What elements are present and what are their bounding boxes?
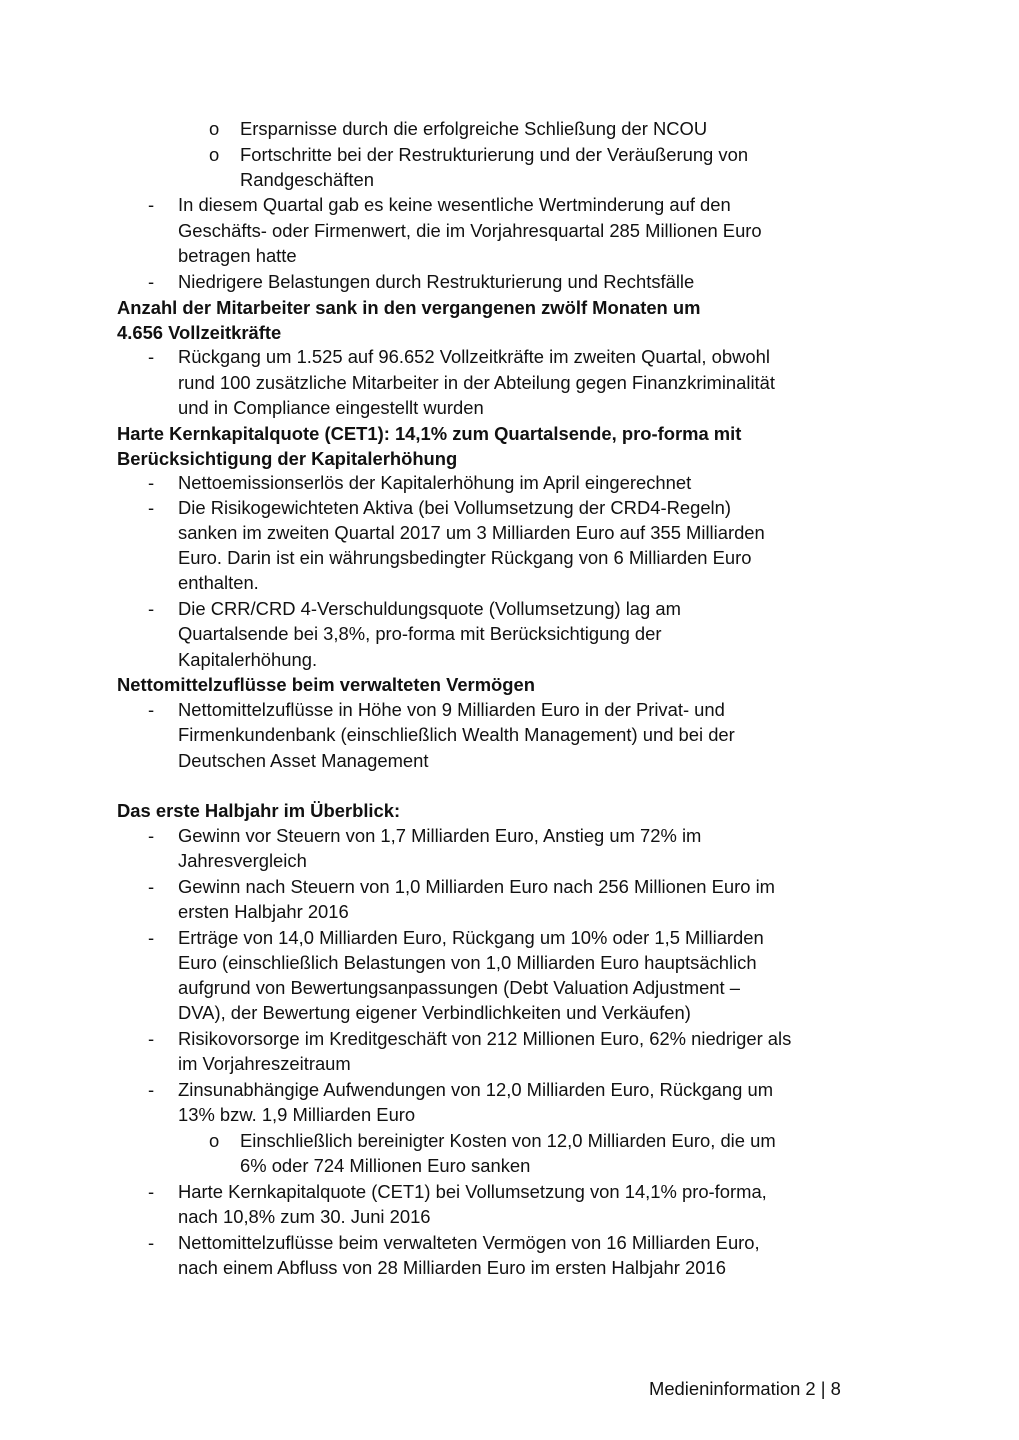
list-item-continuation: Quartalsende bei 3,8%, pro-forma mit Berücksichtigung der bbox=[178, 623, 662, 644]
list-item-continuation: nach einem Abfluss von 28 Milliarden Euro im ersten Halbjahr 2016 bbox=[178, 1257, 726, 1278]
list-item: Nettomittelzuflüsse beim verwalteten Vermögen von 16 Milliarden Euro, bbox=[178, 1232, 760, 1253]
list-item: Ersparnisse durch die erfolgreiche Schließung der NCOU bbox=[240, 118, 708, 139]
dash-bullet: - bbox=[148, 699, 155, 720]
dash-bullet: - bbox=[148, 1079, 155, 1100]
dash-bullet: - bbox=[148, 346, 155, 367]
list-item-continuation: Firmenkundenbank (einschließlich Wealth Management) und bei der bbox=[178, 724, 735, 745]
list-item-continuation: Euro. Darin ist ein währungsbedingter Rückgang von 6 Milliarden Euro bbox=[178, 547, 752, 568]
list-item-continuation: und in Compliance eingestellt wurden bbox=[178, 397, 484, 418]
list-item: Risikovorsorge im Kreditgeschäft von 212 Millionen Euro, 62% niedriger als bbox=[178, 1028, 792, 1049]
list-item-continuation: nach 10,8% zum 30. Juni 2016 bbox=[178, 1206, 431, 1227]
list-item: Rückgang um 1.525 auf 96.652 Vollzeitkräfte im zweiten Quartal, obwohl bbox=[178, 346, 770, 367]
dash-bullet: - bbox=[148, 927, 155, 948]
page-footer: Medieninformation 2 | 8 bbox=[649, 1378, 841, 1399]
dash-bullet: - bbox=[148, 271, 155, 292]
list-item: Erträge von 14,0 Milliarden Euro, Rückgang um 10% oder 1,5 Milliarden bbox=[178, 927, 764, 948]
list-item: Gewinn vor Steuern von 1,7 Milliarden Euro, Anstieg um 72% im bbox=[178, 825, 702, 846]
section-heading: Nettomittelzuflüsse beim verwalteten Vermögen bbox=[117, 674, 535, 695]
list-item: Fortschritte bei der Restrukturierung und der Veräußerung von bbox=[240, 144, 749, 165]
circle-bullet: o bbox=[209, 1130, 220, 1151]
list-item: Gewinn nach Steuern von 1,0 Milliarden Euro nach 256 Millionen Euro im bbox=[178, 876, 776, 897]
section-heading: Harte Kernkapitalquote (CET1): 14,1% zum Quartalsende, pro-forma mit bbox=[117, 423, 742, 444]
list-item-continuation: 13% bzw. 1,9 Milliarden Euro bbox=[178, 1104, 416, 1125]
circle-bullet: o bbox=[209, 118, 220, 139]
list-item-continuation: Euro (einschließlich Belastungen von 1,0 Milliarden Euro hauptsächlich bbox=[178, 952, 757, 973]
section-heading: Anzahl der Mitarbeiter sank in den vergangenen zwölf Monaten um bbox=[117, 297, 701, 318]
list-item-continuation: im Vorjahreszeitraum bbox=[178, 1053, 351, 1074]
list-item-continuation: enthalten. bbox=[178, 572, 259, 593]
list-item: Nettoemissionserlös der Kapitalerhöhung im April eingerechnet bbox=[178, 472, 692, 493]
list-item: Zinsunabhängige Aufwendungen von 12,0 Milliarden Euro, Rückgang um bbox=[178, 1079, 774, 1100]
list-item-continuation: DVA), der Bewertung eigener Verbindlichkeiten und Verkäufen) bbox=[178, 1002, 691, 1023]
section-heading: Das erste Halbjahr im Überblick: bbox=[117, 800, 401, 821]
dash-bullet: - bbox=[148, 1232, 155, 1253]
list-item-continuation: Jahresvergleich bbox=[178, 850, 307, 871]
list-item-continuation: Randgeschäften bbox=[240, 169, 374, 190]
list-item-continuation: sanken im zweiten Quartal 2017 um 3 Milliarden Euro auf 355 Milliarden bbox=[178, 522, 765, 543]
section-heading-continuation: 4.656 Vollzeitkräfte bbox=[117, 322, 282, 343]
list-item-continuation: aufgrund von Bewertungsanpassungen (Debt Valuation Adjustment – bbox=[178, 977, 740, 998]
list-item: In diesem Quartal gab es keine wesentliche Wertminderung auf den bbox=[178, 194, 731, 215]
dash-bullet: - bbox=[148, 598, 155, 619]
list-item: Nettomittelzuflüsse in Höhe von 9 Milliarden Euro in der Privat- und bbox=[178, 699, 725, 720]
list-item-continuation: 6% oder 724 Millionen Euro sanken bbox=[240, 1155, 531, 1176]
list-item-continuation: rund 100 zusätzliche Mitarbeiter in der Abteilung gegen Finanzkriminalität bbox=[178, 372, 776, 393]
dash-bullet: - bbox=[148, 472, 155, 493]
list-item: Einschließlich bereinigter Kosten von 12,0 Milliarden Euro, die um bbox=[240, 1130, 776, 1151]
list-item-continuation: ersten Halbjahr 2016 bbox=[178, 901, 349, 922]
list-item-continuation: betragen hatte bbox=[178, 245, 297, 266]
list-item: Die Risikogewichteten Aktiva (bei Vollumsetzung der CRD4-Regeln) bbox=[178, 497, 731, 518]
circle-bullet: o bbox=[209, 144, 220, 165]
list-item-continuation: Geschäfts- oder Firmenwert, die im Vorjahresquartal 285 Millionen Euro bbox=[178, 220, 762, 241]
dash-bullet: - bbox=[148, 825, 155, 846]
dash-bullet: - bbox=[148, 876, 155, 897]
list-item: Die CRR/CRD 4-Verschuldungsquote (Vollumsetzung) lag am bbox=[178, 598, 681, 619]
section-heading-continuation: Berücksichtigung der Kapitalerhöhung bbox=[117, 448, 458, 469]
dash-bullet: - bbox=[148, 1028, 155, 1049]
list-item: Niedrigere Belastungen durch Restrukturierung und Rechtsfälle bbox=[178, 271, 695, 292]
list-item: Harte Kernkapitalquote (CET1) bei Vollumsetzung von 14,1% pro-forma, bbox=[178, 1181, 767, 1202]
dash-bullet: - bbox=[148, 1181, 155, 1202]
list-item-continuation: Kapitalerhöhung. bbox=[178, 649, 318, 670]
dash-bullet: - bbox=[148, 497, 155, 518]
dash-bullet: - bbox=[148, 194, 155, 215]
list-item-continuation: Deutschen Asset Management bbox=[178, 750, 429, 771]
